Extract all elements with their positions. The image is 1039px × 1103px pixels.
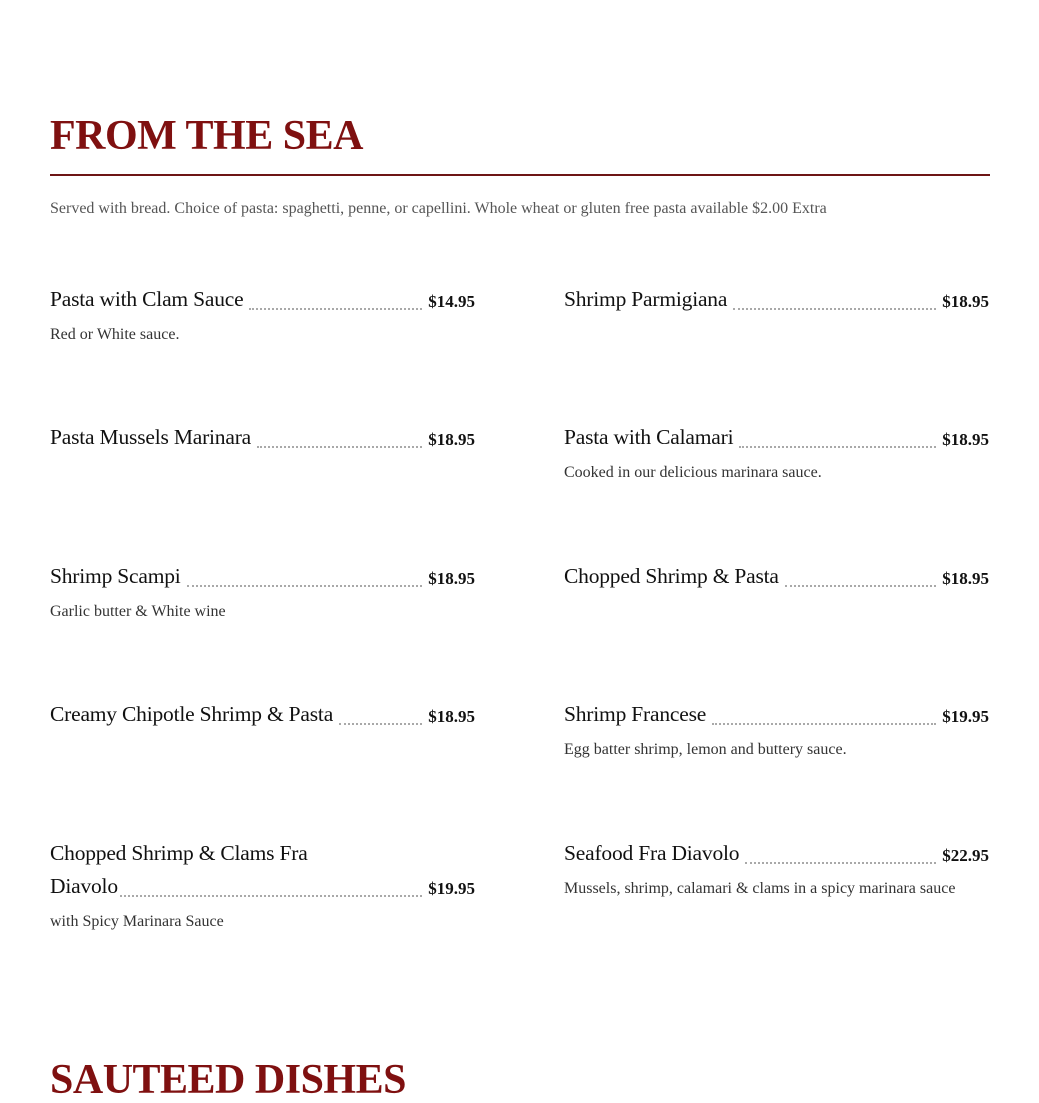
section-title-sauteed-dishes: SAUTEED DISHES [50, 1057, 406, 1103]
dotted-leader [733, 308, 936, 310]
menu-item-head [564, 560, 989, 593]
menu-item-chopped-shrimp-pasta [564, 560, 989, 593]
menu-item-head [564, 837, 989, 870]
menu-item-name: Creamy Chipotle Shrimp & Pasta [50, 702, 334, 726]
menu-item-name: Seafood Fra Diavolo [564, 841, 740, 865]
menu-item-pasta-clam-sauce [50, 283, 475, 346]
menu-item-price: $18.95 [428, 430, 475, 449]
menu-item-chopped-shrimp-clams-fra-diavolo [50, 837, 475, 933]
menu-item-head [564, 421, 989, 454]
section-divider [50, 174, 990, 176]
dotted-leader [745, 862, 936, 864]
menu-item-name: Pasta Mussels Marinara [50, 425, 252, 449]
menu-item-description: Cooked in our delicious marinara sauce. [564, 464, 822, 481]
menu-item-description: Red or White sauce. [50, 326, 180, 343]
menu-item-price: $19.95 [942, 707, 989, 726]
menu-item-price: $19.95 [428, 879, 475, 898]
dotted-leader [739, 446, 936, 448]
menu-page [50, 0, 990, 1103]
menu-item-head [50, 560, 475, 593]
menu-item-shrimp-francese [564, 698, 989, 761]
menu-item-name: Chopped Shrimp & Pasta [564, 564, 779, 588]
menu-item-description: with Spicy Marinara Sauce [50, 913, 224, 930]
dotted-leader [120, 895, 422, 897]
menu-item-shrimp-parmigiana [564, 283, 989, 316]
menu-item-pasta-calamari [564, 421, 989, 484]
menu-item-head [50, 698, 475, 731]
menu-item-price: $18.95 [428, 707, 475, 726]
section-intro: Served with bread. Choice of pasta: spaghetti, penne, or capellini. Whole wheat or gluten free pasta available $2.00 Extra [50, 200, 827, 217]
menu-item-name: Pasta with Calamari [564, 425, 734, 449]
dotted-leader [249, 308, 422, 310]
menu-item-price: $22.95 [942, 846, 989, 865]
menu-item-shrimp-scampi [50, 560, 475, 623]
menu-item-description: Garlic butter & White wine [50, 603, 226, 620]
menu-item-head [564, 283, 989, 316]
menu-item-head [50, 870, 475, 903]
menu-item-head [50, 421, 475, 454]
menu-item-description: Egg batter shrimp, lemon and buttery sauce. [564, 741, 847, 758]
menu-item-description: Mussels, shrimp, calamari & clams in a spicy marinara sauce [564, 880, 956, 897]
menu-item-name-line1: Chopped Shrimp & Clams Fra [50, 841, 308, 865]
menu-item-name: Shrimp Francese [564, 702, 707, 726]
menu-item-price: $18.95 [942, 292, 989, 311]
menu-item-price: $14.95 [428, 292, 475, 311]
menu-item-creamy-chipotle-shrimp [50, 698, 475, 731]
menu-item-head [50, 283, 475, 316]
menu-item-price: $18.95 [942, 430, 989, 449]
section-title-from-the-sea: FROM THE SEA [50, 113, 363, 159]
menu-item-name: Shrimp Scampi [50, 564, 181, 588]
dotted-leader [187, 585, 423, 587]
menu-item-name: Shrimp Parmigiana [564, 287, 728, 311]
menu-item-head [564, 698, 989, 731]
menu-item-pasta-mussels-marinara [50, 421, 475, 454]
dotted-leader [339, 723, 422, 725]
dotted-leader [257, 446, 422, 448]
menu-item-name-line2: Diavolo [50, 874, 118, 898]
menu-item-seafood-fra-diavolo [564, 837, 989, 900]
menu-item-name: Pasta with Clam Sauce [50, 287, 244, 311]
menu-item-price: $18.95 [942, 569, 989, 588]
dotted-leader [712, 723, 936, 725]
menu-item-price: $18.95 [428, 569, 475, 588]
dotted-leader [785, 585, 936, 587]
